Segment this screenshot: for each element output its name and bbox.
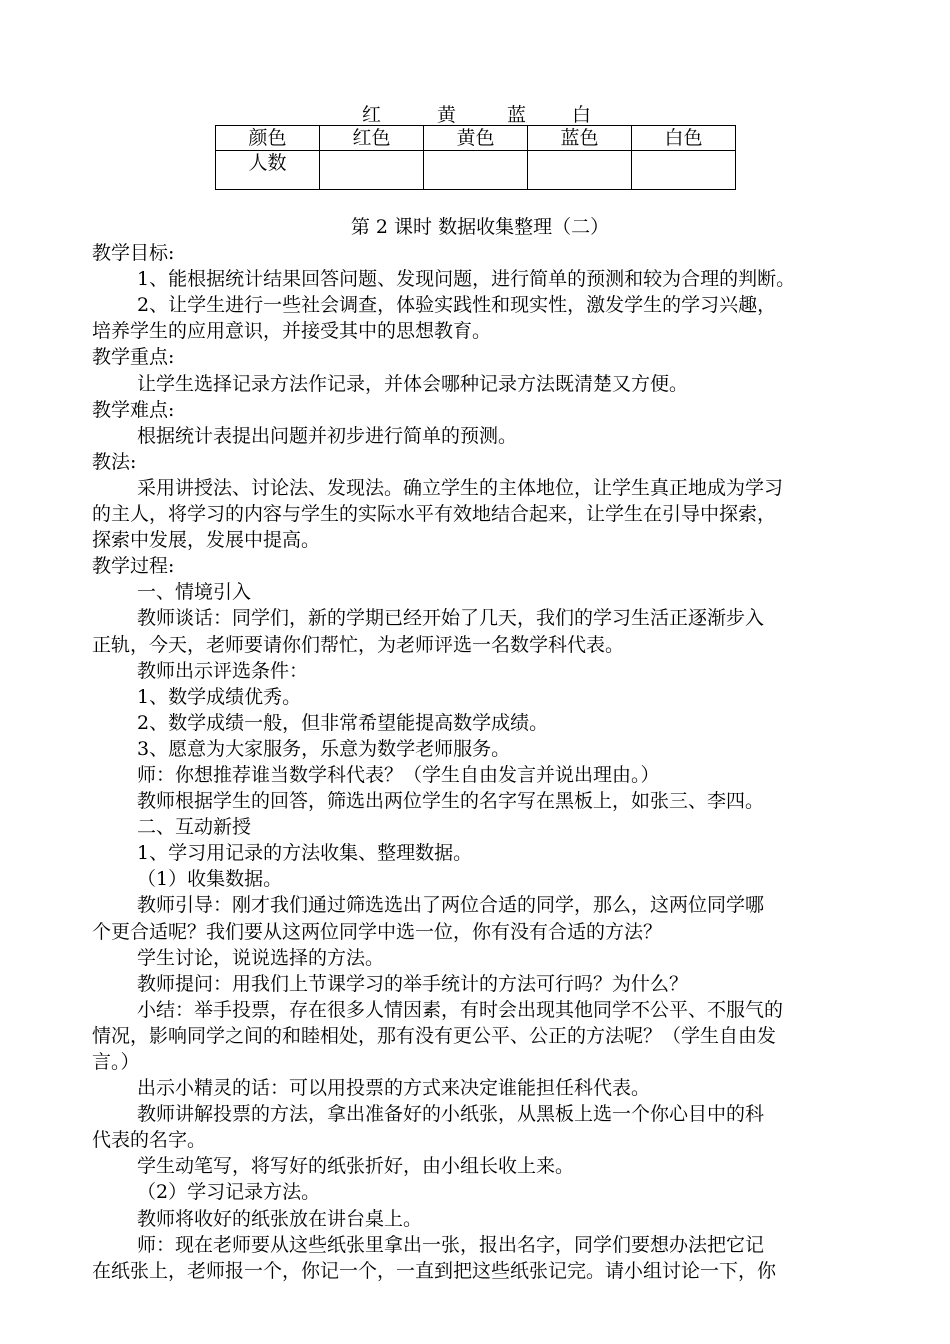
text-line: 学生动笔写，将写好的纸张折好，由小组长收上来。: [137, 1155, 575, 1178]
text-line: 教学过程:: [92, 555, 175, 578]
text-line: （1）收集数据。: [137, 868, 283, 891]
text-line: 教师谈话：同学们，新的学期已经开始了几天，我们的学习生活正逐渐步入: [137, 607, 765, 630]
color-label-row: [92, 100, 868, 128]
text-line: 教师讲解投票的方法，拿出准备好的小纸张，从黑板上选一个你心目中的科: [137, 1103, 765, 1126]
color-label-blue: 蓝: [507, 104, 527, 126]
text-line: 1、学习用记录的方法收集、整理数据。: [137, 842, 473, 865]
table-cell: [320, 151, 424, 190]
text-line: 教师提问：用我们上节课学习的举手统计的方法可行吗？为什么？: [137, 972, 689, 995]
text-line: 教学重点:: [92, 346, 175, 369]
text-line: 根据统计表提出问题并初步进行简单的预测。: [137, 424, 518, 447]
text-line: 小结：举手投票，存在很多人情因素，有时会出现其他同学不公平、不服气的: [137, 998, 784, 1021]
text-line: 2、让学生进行一些社会调查，体验实践性和现实性，激发学生的学习兴趣，: [137, 294, 777, 317]
lesson-title: 第 2 课时 数据收集整理（二）: [350, 216, 610, 238]
text-line: 个更合适呢？我们要从这两位同学中选一位，你有没有合适的方法？: [92, 920, 663, 943]
text-line: 言。）: [92, 1051, 140, 1073]
table-cell: 白色: [632, 126, 736, 151]
text-line: 采用讲授法、讨论法、发现法。确立学生的主体地位，让学生真正地成为学习: [137, 476, 784, 499]
text-line: 学生讨论，说说选择的方法。: [137, 946, 385, 969]
text-line: 教师引导：刚才我们通过筛选选出了两位合适的同学，那么，这两位同学哪: [137, 894, 765, 917]
color-label-white: 白: [572, 104, 592, 126]
color-count-table: [215, 125, 736, 190]
text-line: 的主人，将学习的内容与学生的实际水平有效地结合起来，让学生在引导中探索，: [92, 503, 777, 526]
text-line: 培养学生的应用意识，并接受其中的思想教育。: [92, 320, 492, 343]
table-cell: [424, 151, 528, 190]
text-line: 教师出示评选条件：: [137, 659, 309, 682]
text-line: 1、数学成绩优秀。: [137, 685, 302, 708]
text-line: 一、情境引入: [137, 581, 252, 604]
text-line: 1、能根据统计结果回答问题、发现问题，进行简单的预测和较为合理的判断。: [137, 268, 796, 291]
text-line: 教师将收好的纸张放在讲台桌上。: [137, 1207, 423, 1230]
color-label-yellow: 黄: [437, 104, 457, 126]
table-cell: 红色: [320, 126, 424, 151]
table-cell: 黄色: [424, 126, 528, 151]
text-line: 教法:: [92, 450, 137, 473]
table-cell: 人数: [216, 151, 320, 190]
color-label-red: 红: [362, 104, 382, 126]
table-cell: [528, 151, 632, 190]
text-line: 师：你想推荐谁当数学科代表？（学生自由发言并说出理由。）: [137, 763, 660, 786]
text-line: 让学生选择记录方法作记录，并体会哪种记录方法既清楚又方便。: [137, 372, 689, 395]
text-line: 教学目标:: [92, 242, 175, 265]
text-line: 师：现在老师要从这些纸张里拿出一张，报出名字，同学们要想办法把它记: [137, 1233, 765, 1256]
text-line: 探索中发展，发展中提高。: [92, 529, 321, 552]
table-cell: 蓝色: [528, 126, 632, 151]
table-cell: [632, 151, 736, 190]
text-line: 教学难点:: [92, 398, 175, 421]
text-line: 3、愿意为大家服务，乐意为数学老师服务。: [137, 737, 511, 760]
text-line: 在纸张上，老师报一个，你记一个，一直到把这些纸张记完。请小组讨论一下，你: [92, 1259, 777, 1282]
text-line: 情况，影响同学之间的和睦相处，那有没有更公平、公正的方法呢？（学生自由发: [92, 1024, 777, 1047]
text-line: 正轨，今天，老师要请你们帮忙，为老师评选一名数学科代表。: [92, 633, 625, 656]
text-line: 出示小精灵的话：可以用投票的方式来决定谁能担任科代表。: [137, 1077, 651, 1100]
table-row: [216, 151, 736, 190]
text-line: 代表的名字。: [92, 1129, 207, 1152]
text-line: 教师根据学生的回答，筛选出两位学生的名字写在黑板上，如张三、李四。: [137, 790, 765, 813]
text-line: 二、互动新授: [137, 816, 252, 839]
table-row: [216, 126, 736, 151]
text-line: 2、数学成绩一般，但非常希望能提高数学成绩。: [137, 711, 549, 734]
lesson-text: [92, 214, 868, 1284]
table-cell: 颜色: [216, 126, 320, 151]
text-line: （2）学习记录方法。: [137, 1181, 321, 1204]
